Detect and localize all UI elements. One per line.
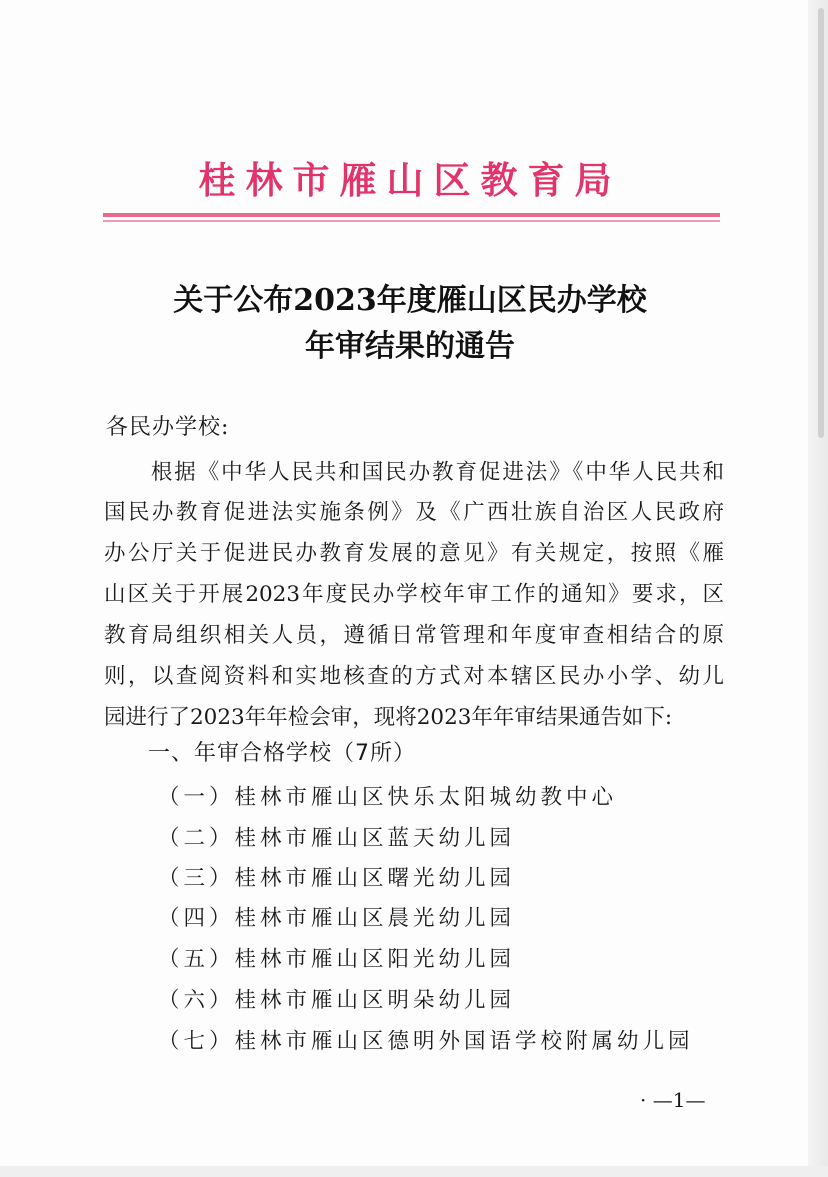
list-item: （七）桂林市雁山区德明外国语学校附属幼儿园 bbox=[158, 1029, 694, 1054]
body-line: 国民办教育促进法实施条例》及《广西壮族自治区人民政府 bbox=[104, 500, 724, 525]
header-rule-thick bbox=[103, 213, 720, 217]
body-line: 办公厅关于促进民办教育发展的意见》有关规定，按照《雁 bbox=[104, 541, 724, 566]
list-item: （一）桂林市雁山区快乐太阳城幼教中心 bbox=[158, 785, 618, 810]
list-item: （四）桂林市雁山区晨光幼儿园 bbox=[158, 906, 516, 931]
viewer-bottom-edge bbox=[0, 1166, 828, 1177]
doc-title-line2: 年审结果的通告 bbox=[305, 329, 515, 364]
body-line: 根据《中华人民共和国民办教育促进法》《中华人民共和 bbox=[104, 460, 724, 485]
body-line: 则，以查阅资料和实地核查的方式对本辖区民办小学、幼儿 bbox=[104, 664, 724, 689]
section-heading: 一、年审合格学校（7所） bbox=[148, 741, 416, 766]
body-line: 教育局组织相关人员，遵循日常管理和年度审查相结合的原 bbox=[104, 623, 724, 648]
salutation: 各民办学校: bbox=[106, 415, 230, 440]
body-line: 园进行了2023年年检会审，现将2023年年审结果通告如下: bbox=[104, 705, 673, 730]
page-number: · —1— bbox=[640, 1088, 706, 1112]
scrollbar-thumb[interactable] bbox=[818, 8, 824, 438]
list-item: （二）桂林市雁山区蓝天幼儿园 bbox=[158, 826, 516, 851]
list-item: （六）桂林市雁山区明朵幼儿园 bbox=[158, 988, 516, 1013]
list-item: （五）桂林市雁山区阳光幼儿园 bbox=[158, 947, 516, 972]
doc-title-line1: 关于公布2023年度雁山区民办学校 bbox=[173, 283, 647, 318]
list-item: （三）桂林市雁山区曙光幼儿园 bbox=[158, 866, 516, 891]
org-masthead: 桂林市雁山区教育局 bbox=[198, 159, 622, 202]
body-line: 山区关于开展2023年度民办学校年审工作的通知》要求，区 bbox=[104, 582, 724, 607]
header-rule-thin bbox=[103, 220, 720, 222]
